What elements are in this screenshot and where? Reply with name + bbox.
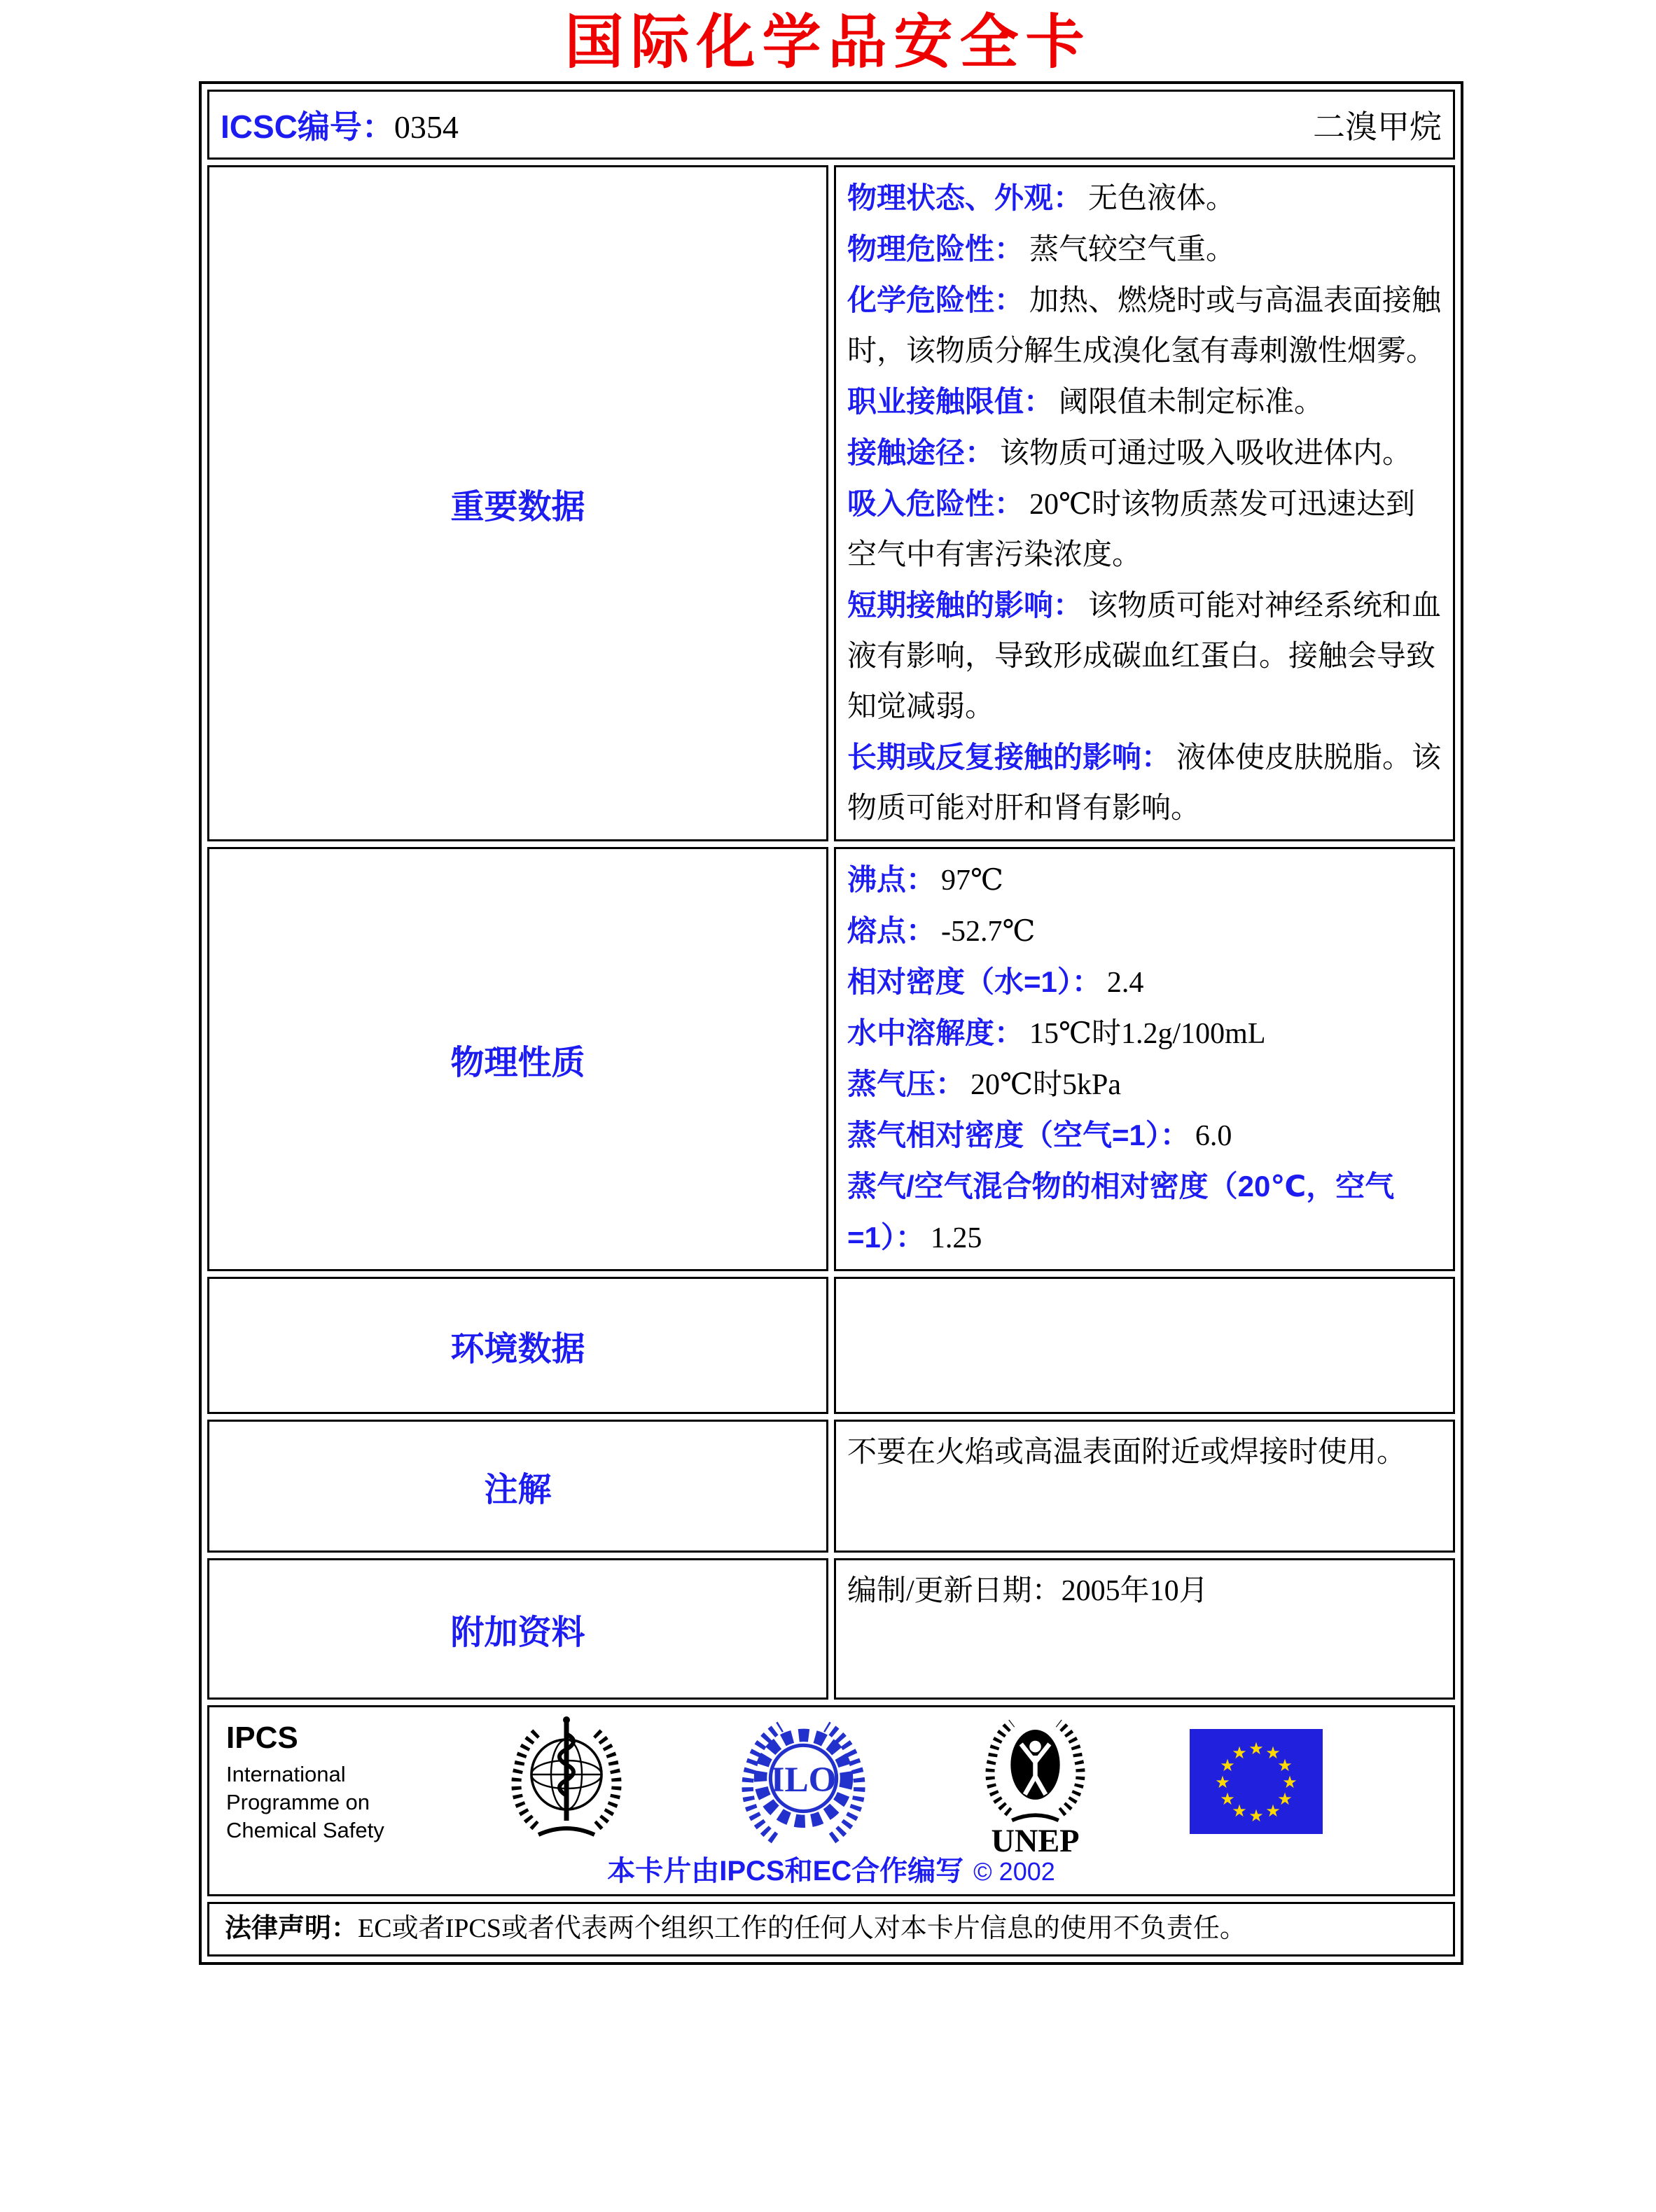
logos-cell: [207, 1705, 1455, 1896]
section-label-environmental-data: 环境数据: [207, 1277, 828, 1414]
field-label: 蒸气压：: [847, 1068, 966, 1101]
additional-info-text: 编制/更新日期：2005年10月: [847, 1575, 1209, 1608]
svg-text:★: ★: [1248, 1805, 1264, 1826]
environmental-data-content: [834, 1277, 1455, 1414]
ipcs-line: International: [226, 1762, 346, 1787]
copyright-text: © 2002: [973, 1857, 1055, 1886]
svg-text:★: ★: [1265, 1800, 1281, 1821]
icsc-number: [221, 102, 459, 148]
cooperation-caption: [221, 1854, 1442, 1889]
field-value: 加热、燃烧时或与高温表面接触时，该物质分解生成溴化氢有毒刺激性烟雾。: [847, 285, 1442, 368]
field-label: 物理状态、外观：: [847, 181, 1083, 215]
ilo-label: ILO: [770, 1760, 837, 1800]
important-data-row: [207, 165, 1455, 841]
field-label: 蒸气/空气混合物的相对密度（20℃，空气=1）：: [847, 1170, 1395, 1254]
logos-row: [207, 1705, 1455, 1896]
svg-text:★: ★: [1265, 1742, 1281, 1763]
ipcs-line: Programme on: [226, 1790, 370, 1815]
svg-text:★: ★: [1215, 1772, 1230, 1792]
field-label: 长期或反复接触的影响：: [847, 741, 1171, 774]
section-label-notes: 注解: [207, 1420, 828, 1553]
important-data-content: [834, 165, 1455, 841]
page-title: 国际化学品安全卡: [564, 9, 1092, 75]
field-label: 吸入危险性：: [847, 487, 1024, 521]
field-label: 化学危险性：: [847, 284, 1024, 317]
field-value: -52.7℃: [941, 916, 1036, 948]
unep-logo-icon: [970, 1704, 1100, 1863]
field-value: 97℃: [941, 864, 1003, 897]
svg-text:★: ★: [1232, 1742, 1247, 1763]
ipcs-text-block: [221, 1713, 436, 1844]
svg-text:★: ★: [1232, 1800, 1247, 1821]
field-value: 20℃时该物质蒸发可迅速达到空气中有害污染浓度。: [847, 489, 1415, 572]
field-label: 职业接触限值：: [847, 385, 1054, 419]
svg-text:★: ★: [1248, 1738, 1264, 1758]
data-item: [847, 428, 1442, 479]
field-value: 6.0: [1195, 1120, 1232, 1153]
field-value: 2.4: [1106, 967, 1144, 1000]
field-label: 物理危险性：: [847, 232, 1024, 266]
field-label: 蒸气相对密度（空气=1）：: [847, 1119, 1190, 1152]
svg-text:★: ★: [1277, 1788, 1293, 1809]
eu-flag-icon: [1190, 1729, 1323, 1837]
field-label: 水中溶解度：: [847, 1016, 1024, 1050]
caption-text: 本卡片由IPCS和EC合作编写: [607, 1856, 964, 1887]
section-label-important-data: 重要数据: [207, 165, 828, 841]
data-item: [847, 732, 1442, 834]
who-logo-icon: [496, 1712, 636, 1855]
property-item: [847, 1161, 1442, 1264]
field-value: 20℃时5kPa: [970, 1069, 1121, 1102]
svg-text:★: ★: [1282, 1772, 1297, 1792]
physical-properties-content: [834, 847, 1455, 1271]
field-value: 蒸气较空气重。: [1029, 234, 1236, 267]
field-value: 1.25: [930, 1222, 982, 1255]
data-item: [847, 275, 1442, 377]
field-label: 接触途径：: [847, 436, 995, 470]
svg-text:★: ★: [1220, 1788, 1235, 1809]
ipcs-title: IPCS: [226, 1721, 298, 1756]
additional-info-row: [207, 1558, 1455, 1700]
additional-info-content: [834, 1558, 1455, 1700]
field-label: 熔点：: [847, 914, 936, 948]
physical-properties-row: [207, 847, 1455, 1271]
field-value: 15℃时1.2g/100mL: [1029, 1018, 1266, 1051]
environmental-data-row: [207, 1277, 1455, 1414]
header-row: [207, 90, 1455, 160]
notes-text: 不要在火焰或高温表面附近或焊接时使用。: [847, 1436, 1407, 1469]
icsc-number-value: 0354: [394, 109, 459, 146]
property-item: [847, 1008, 1442, 1059]
notes-content: [834, 1420, 1455, 1553]
property-item: [847, 855, 1442, 906]
chemical-name: 二溴甲烷: [1313, 109, 1442, 146]
field-value: 该物质可通过吸入吸收进体内。: [1000, 438, 1412, 470]
legal-text: EC或者IPCS或者代表两个组织工作的任何人对本卡片信息的使用不负责任。: [358, 1914, 1246, 1944]
field-label: 短期接触的影响：: [847, 589, 1083, 622]
property-item: [847, 1110, 1442, 1161]
data-item: [847, 173, 1442, 224]
data-item: [847, 377, 1442, 428]
notes-row: [207, 1420, 1455, 1553]
field-value: 无色液体。: [1088, 183, 1236, 216]
svg-text:★: ★: [1277, 1755, 1293, 1775]
data-item: [847, 580, 1442, 732]
ipcs-line: Chemical Safety: [226, 1818, 384, 1843]
icsc-number-label: ICSC编号：: [221, 108, 394, 146]
field-value: 该物质可能对神经系统和血液有影响，导致形成碳血红蛋白。接触会导致知觉减弱。: [847, 590, 1442, 724]
field-value: 阈限值未制定标准。: [1059, 386, 1324, 419]
legal-cell: [207, 1902, 1455, 1956]
field-value: 液体使皮肤脱脂。该物质可能对肝和肾有影响。: [847, 742, 1442, 825]
field-label: 相对密度（水=1）：: [847, 965, 1101, 999]
data-item: [847, 479, 1442, 580]
legal-label: 法律声明：: [225, 1914, 359, 1944]
property-item: [847, 906, 1442, 957]
unep-label: UNEP: [991, 1823, 1080, 1859]
data-item: [847, 224, 1442, 275]
svg-text:★: ★: [1220, 1755, 1235, 1775]
icsc-card-table: [199, 81, 1463, 1965]
section-label-physical-properties: 物理性质: [207, 847, 828, 1271]
property-item: [847, 957, 1442, 1008]
field-label: 沸点：: [847, 863, 936, 897]
legal-row: [207, 1902, 1455, 1956]
ilo-logo-icon: [732, 1709, 875, 1856]
section-label-additional-info: 附加资料: [207, 1558, 828, 1700]
header-cell: [207, 90, 1455, 160]
property-item: [847, 1059, 1442, 1110]
